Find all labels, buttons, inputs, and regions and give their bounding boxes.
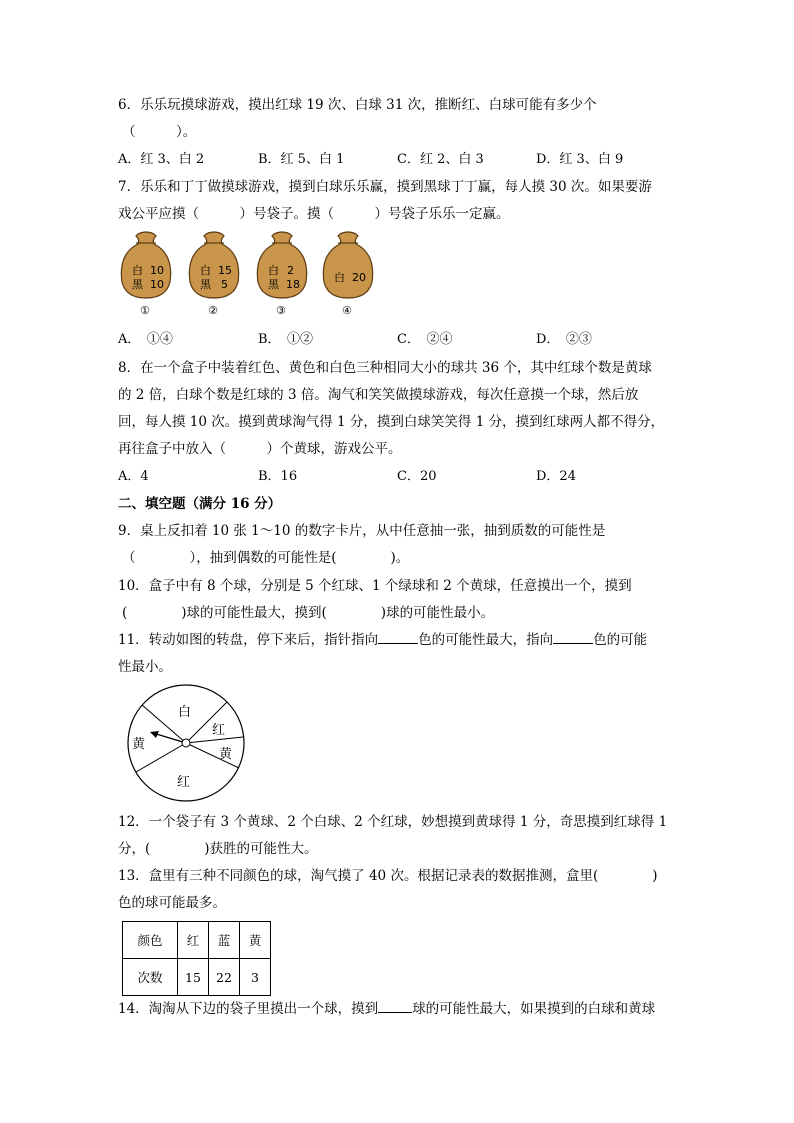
q8-option-a: A．4 [118, 469, 149, 484]
q12-line-2: 分，( )获胜的可能性大。 [118, 841, 318, 857]
sector-upper-right-label: 红 [212, 723, 226, 738]
q6-line-2: （ ）。 [122, 124, 197, 140]
q6-option-a: A．红 3、白 2 [118, 152, 205, 167]
q8-line-4: 再往盒子中放入（ ）个黄球，游戏公平。 [118, 441, 402, 457]
q6-option-c: C．红 2、白 3 [397, 152, 484, 167]
q8-option-d: D．24 [536, 469, 576, 484]
bags-figure [118, 230, 398, 322]
q7-option-d: D． ②③ [536, 332, 592, 347]
q14-blank-1 [378, 1000, 412, 1013]
q11-text-a: 11．转动如图的转盘，停下来后，指针指向 [118, 632, 379, 648]
table-cell: 黄 [240, 922, 271, 959]
bag-2-label-2: 黑 [200, 278, 211, 291]
q6-option-b: B．红 5、白 1 [258, 152, 345, 167]
q7-line-1: 7．乐乐和丁丁做摸球游戏，摸到白球乐乐赢，摸到黑球丁丁赢，每人摸 30 次。如果要游 [118, 179, 652, 195]
bag-2-label-1: 白 [200, 264, 211, 277]
q6-line-1: 6．乐乐玩摸球游戏，摸出红球 19 次、白球 31 次，推断红、白球可能有多少个 [118, 97, 597, 113]
spinner-center [182, 739, 190, 747]
q13-line-2: 色的球可能最多。 [118, 895, 226, 911]
q7-option-a: A． ①④ [118, 332, 173, 347]
q13-line-1: 13．盒里有三种不同颜色的球，淘气摸了 40 次。根据记录表的数据推测，盒里( ) [118, 868, 658, 884]
sector-left-label: 黄 [132, 737, 146, 752]
q9-line-2: （ ），抽到偶数的可能性是( )。 [122, 550, 410, 566]
bag-2 [189, 232, 238, 317]
bag-1-value-1: 10 [150, 264, 164, 277]
bag-4 [323, 232, 372, 317]
q8-option-c: C．20 [397, 469, 437, 484]
table-cell: 15 [178, 959, 209, 996]
table-row [123, 959, 271, 996]
sector-bottom-label: 红 [177, 775, 191, 790]
q11-blank-1 [378, 631, 418, 644]
table-cell: 22 [209, 959, 240, 996]
bag-3-value-1: 2 [287, 264, 294, 277]
bag-4-number: ④ [342, 304, 352, 317]
sector-right-label: 黄 [219, 747, 233, 762]
q7-option-c: C． ②④ [397, 332, 453, 347]
sector-top-label: 白 [178, 705, 192, 720]
q8-option-b: B．16 [258, 469, 298, 484]
section-heading-fill-in: 二、填空题（满分 16 分） [118, 496, 282, 512]
q11-text-c: 色的可能 [593, 632, 648, 648]
table-cell: 颜色 [123, 922, 178, 959]
bag-4-value-1: 20 [352, 271, 366, 284]
table-cell: 蓝 [209, 922, 240, 959]
q14-text-a: 14．淘淘从下边的袋子里摸出一个球，摸到 [118, 1001, 379, 1017]
q6-option-d: D．红 3、白 9 [536, 152, 624, 167]
q12-line-1: 12．一个袋子有 3 个黄球、2 个白球、2 个红球，妙想摸到黄球得 1 分，奇思摸到红球得 1 [118, 814, 668, 830]
bag-1-label-1: 白 [132, 264, 143, 277]
table-row [123, 922, 271, 959]
bag-3-number: ③ [276, 304, 286, 317]
q9-line-1: 9．桌上反扣着 10 张 1～10 的数字卡片，从中任意抽一张，抽到质数的可能性是 [118, 523, 606, 539]
q10-line-2: ( )球的可能性最大，摸到( )球的可能性最小。 [122, 605, 495, 621]
bag-1-value-2: 10 [150, 278, 164, 291]
q8-line-3: 回，每人摸 10 次。摸到黄球淘气得 1 分，摸到白球笑笑得 1 分，摸到红球两人都不得分， [118, 414, 665, 430]
q8-line-2: 的 2 倍，白球个数是红球的 3 倍。淘气和笑笑做摸球游戏，每次任意摸一个球，然后放 [118, 387, 639, 403]
table-cell: 次数 [123, 959, 178, 996]
table-cell: 3 [240, 959, 271, 996]
q14-line-1 [118, 1000, 655, 1018]
q11-line-1 [118, 631, 647, 649]
q7-option-b: B． ①② [258, 332, 314, 347]
q14-text-b: 球的可能性最大，如果摸到的白球和黄球 [412, 1001, 656, 1017]
table-cell: 红 [178, 922, 209, 959]
q11-text-b: 色的可能性最大，指向 [418, 632, 554, 648]
spinner-figure [123, 684, 253, 804]
q11-blank-2 [553, 631, 593, 644]
bag-3-value-2: 18 [286, 278, 300, 291]
bag-2-value-1: 15 [218, 264, 232, 277]
bag-2-value-2: 5 [221, 278, 228, 291]
bag-1 [121, 232, 170, 317]
q10-line-1: 10．盒子中有 8 个球，分别是 5 个红球、1 个绿球和 2 个黄球，任意摸出一个，摸到 [118, 578, 632, 594]
q8-line-1: 8．在一个盒子中装着红色、黄色和白色三种相同大小的球共 36 个，其中红球个数是黄球 [118, 360, 652, 376]
bag-3-label-2: 黑 [268, 278, 279, 291]
q11-line-2: 性最小。 [118, 659, 172, 675]
bag-3 [257, 232, 306, 317]
bag-1-number: ① [140, 304, 150, 317]
q7-line-2: 戏公平应摸（ ）号袋子。摸（ ）号袋子乐乐一定赢。 [118, 206, 510, 222]
bag-3-label-1: 白 [268, 264, 279, 277]
bag-1-label-2: 黑 [132, 278, 143, 291]
bag-4-label-1: 白 [334, 271, 345, 284]
bag-2-number: ② [208, 304, 218, 317]
record-table [122, 921, 271, 996]
